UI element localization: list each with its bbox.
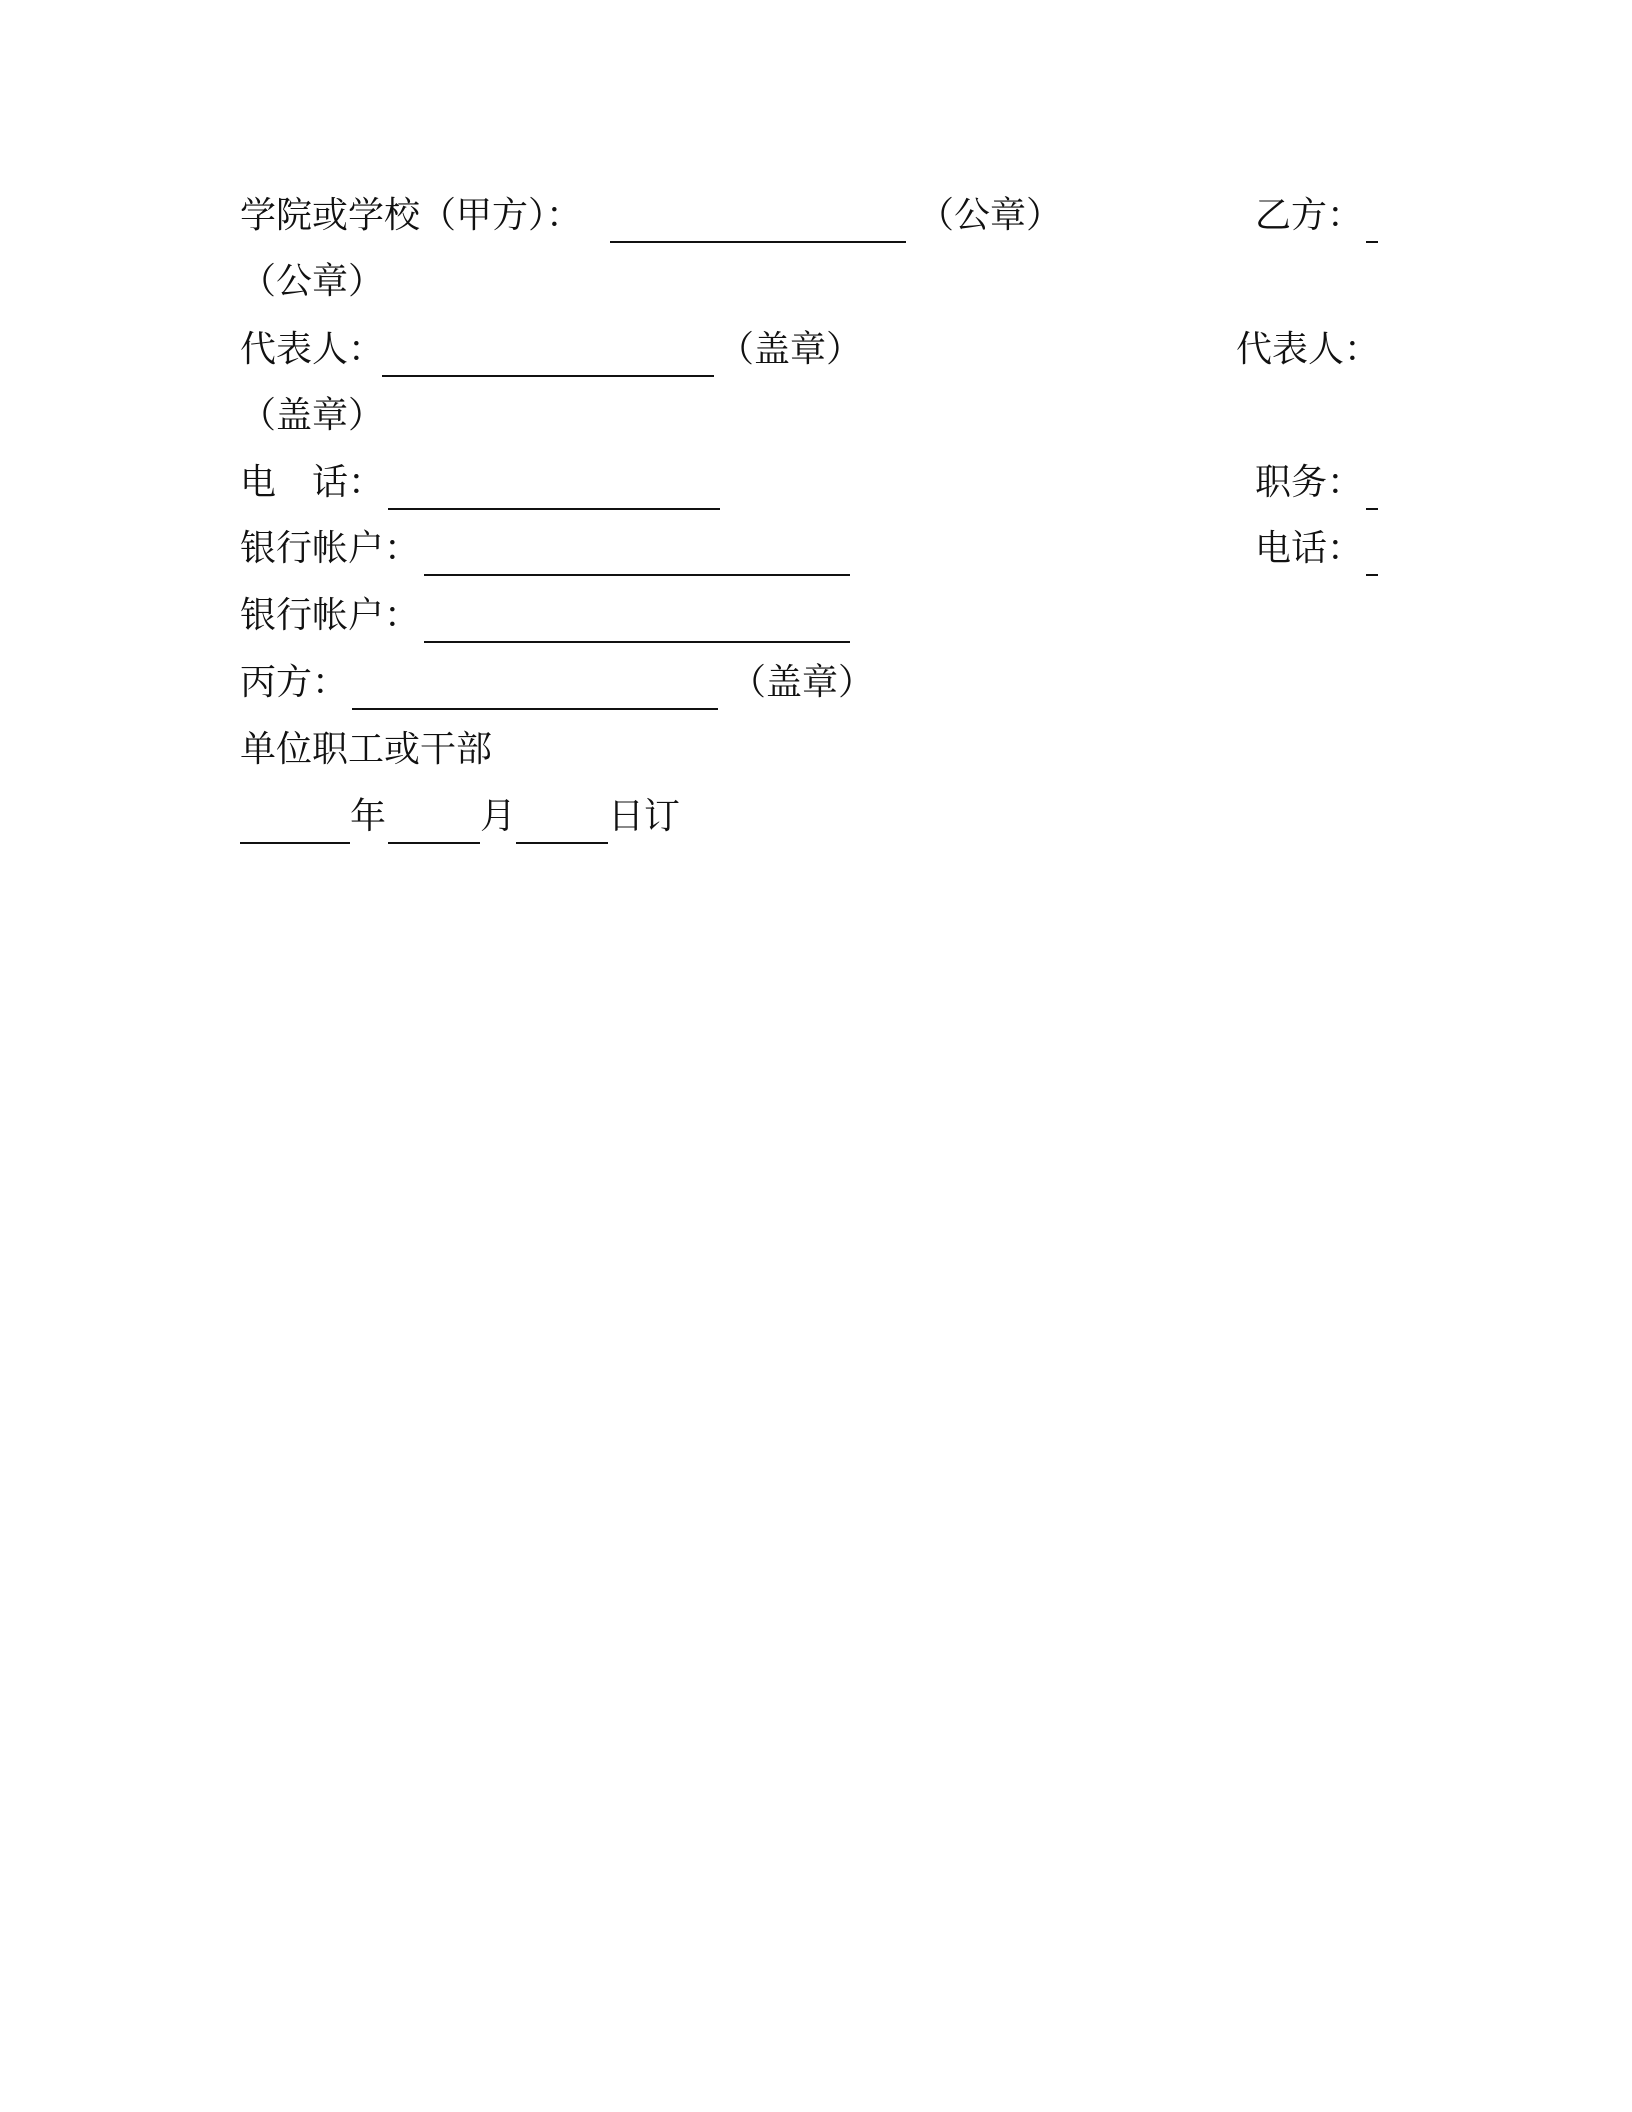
date-day-line[interactable]: [516, 842, 608, 844]
party-b-seal-note: （公章）: [240, 261, 385, 302]
party-c-seal-note: （盖章）: [730, 662, 875, 703]
date-day-label: 日订: [608, 796, 681, 837]
party-b-label: 乙方：: [1255, 195, 1364, 236]
rep-b-seal-note: （盖章）: [240, 395, 385, 436]
party-c-description: 单位职工或干部: [240, 729, 493, 770]
bank-a-label: 银行帐户：: [240, 528, 421, 569]
phone-b-label: 电话：: [1255, 528, 1364, 569]
party-a-name-line[interactable]: [610, 241, 906, 243]
party-b-name-line[interactable]: [1366, 241, 1378, 243]
rep-a-label: 代表人：: [240, 329, 385, 370]
phone-a-line[interactable]: [388, 508, 720, 510]
party-a-label: 学院或学校（甲方）：: [240, 195, 583, 236]
bank-a-line[interactable]: [424, 574, 850, 576]
rep-a-seal-note: （盖章）: [718, 329, 863, 370]
party-c-name-line[interactable]: [352, 708, 718, 710]
date-month-label: 月: [480, 796, 517, 837]
party-a-seal-note: （公章）: [918, 195, 1063, 236]
rep-a-name-line[interactable]: [382, 375, 714, 377]
bank-b-label: 银行帐户：: [240, 595, 421, 636]
rep-b-label: 代表人：: [1236, 329, 1381, 370]
party-c-label: 丙方：: [240, 662, 349, 703]
bank-b-line[interactable]: [424, 641, 850, 643]
date-year-line[interactable]: [240, 842, 350, 844]
phone-b-line[interactable]: [1366, 574, 1378, 576]
date-month-line[interactable]: [388, 842, 480, 844]
position-b-line[interactable]: [1366, 508, 1378, 510]
position-b-label: 职务：: [1255, 462, 1364, 503]
date-year-label: 年: [350, 796, 387, 837]
phone-a-label: 电 话：: [240, 462, 385, 503]
